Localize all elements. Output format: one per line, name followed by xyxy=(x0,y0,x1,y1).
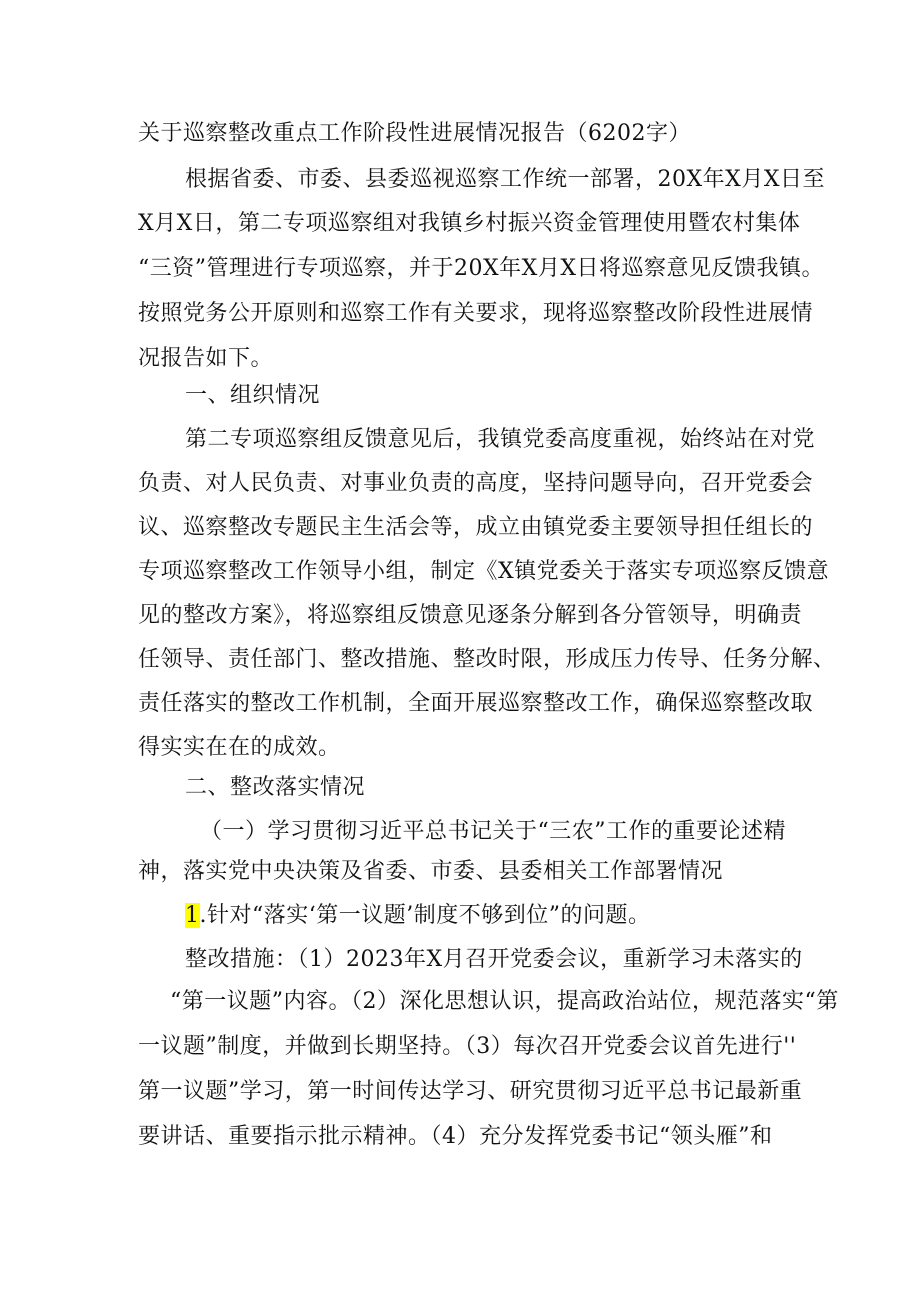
paragraph-line: 专项巡察整改工作领导小组，制定《X镇党委关于落实专项巡察反馈意 xyxy=(138,559,830,584)
paragraph-line: X月X日，第二专项巡察组对我镇乡村振兴资金管理使用暨农村集体 xyxy=(138,211,801,236)
paragraph-line: 见的整改方案》，将巡察组反馈意见逐条分解到各分管领导，明确责 xyxy=(138,603,803,628)
paragraph-line: “第一议题”内容。（2）深化思想认识，提高政治站位，规范落实“第 xyxy=(170,989,839,1014)
paragraph-line: 第一议题”学习，第一时间传达学习、研究贯彻习近平总书记最新重 xyxy=(138,1079,803,1104)
section-heading: 二、整改落实情况 xyxy=(185,775,366,800)
paragraph-line: 按照党务公开原则和巡察工作有关要求，现将巡察整改阶段性进展情 xyxy=(138,301,814,326)
paragraph-line: 第二专项巡察组反馈意见后，我镇党委高度重视，始终站在对党 xyxy=(185,427,816,452)
paragraph-line: 议、巡察整改专题民主生活会等，成立由镇党委主要领导担任组长的 xyxy=(138,515,814,540)
paragraph-line: 要讲话、重要指示批示精神。（4）充分发挥党委书记“领头雁”和 xyxy=(138,1124,773,1149)
highlighted-number: 1 xyxy=(185,903,200,928)
section-heading: 一、组织情况 xyxy=(185,383,321,408)
paragraph-line: 任领导、责任部门、整改措施、整改时限，形成压力传导、任务分解、 xyxy=(138,647,836,672)
paragraph-line: 根据省委、市委、县委巡视巡察工作统一部署，20X年X月X日至 xyxy=(185,167,825,192)
paragraph-line: “三资”管理进行专项巡察，并于20X年X月X日将巡察意见反馈我镇。 xyxy=(138,256,824,281)
paragraph-line: 负责、对人民负责、对事业负责的高度，坚持问题导向，召开党委会 xyxy=(138,471,814,496)
subsection-heading: 神，落实党中央决策及省委、市委、县委相关工作部署情况 xyxy=(138,859,724,884)
paragraph-line: 况报告如下。 xyxy=(138,346,274,371)
paragraph-line: 整改措施：（1）2023年X月召开党委会议，重新学习未落实的 xyxy=(185,947,803,972)
document-title: 关于巡察整改重点工作阶段性进展情况报告（6202字） xyxy=(138,121,691,146)
subsection-heading: （一）学习贯彻习近平总书记关于“三农”工作的重要论述精 xyxy=(200,819,786,844)
issue-text: .针对“落实‘第一议题’制度不够到位”的问题。 xyxy=(199,903,651,928)
paragraph-line: 一议题”制度，并做到长期坚持。（3）每次召开党委会议首先进行'' xyxy=(138,1034,797,1059)
paragraph-line: 得实实在在的成效。 xyxy=(138,735,341,760)
issue-heading xyxy=(0,896,920,936)
paragraph-line: 责任落实的整改工作机制，全面开展巡察整改工作，确保巡察整改取 xyxy=(138,691,814,716)
